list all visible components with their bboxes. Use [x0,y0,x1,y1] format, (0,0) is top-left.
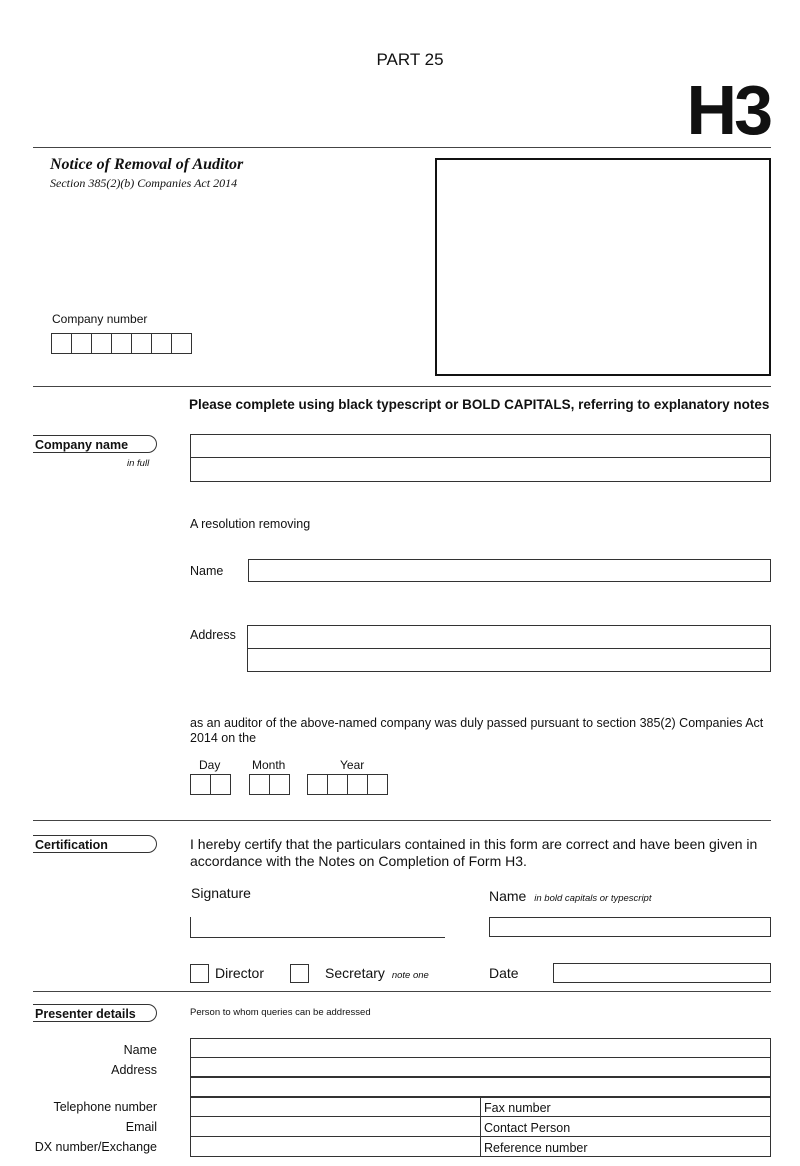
company-name-field-2[interactable] [190,457,771,482]
dx-field[interactable] [190,1136,481,1157]
presenter-name-field[interactable] [190,1038,771,1058]
part-label: PART 25 [376,50,444,69]
top-divider [33,147,771,148]
form-code: H3 [686,71,770,149]
in-full-note: in full [127,458,150,469]
year-digit[interactable] [307,774,328,795]
company-number-digit[interactable] [111,333,132,354]
fax-label: Fax number [484,1101,551,1115]
presenter-address-field-2[interactable] [190,1077,771,1097]
signature-label: Signature [191,885,251,901]
email-field[interactable] [190,1116,481,1137]
signature-field[interactable] [190,917,445,938]
cert-name-label-text: Name [489,888,527,904]
office-stamp-box [435,158,771,376]
telephone-label: Telephone number [53,1100,157,1114]
certification-text: I hereby certify that the particulars contained in this form are correct and have been given in accordance with the Notes on Completion of Form H3. [190,836,758,869]
director-label: Director [215,965,265,981]
month-label: Month [252,758,286,772]
queries-text: Person to whom queries can be addressed [190,1007,371,1018]
instructions: Please complete using black typescript or BOLD CAPITALS, referring to explanatory notes [189,397,770,412]
presenter-address-label: Address [111,1063,157,1077]
auditor-name-label: Name [190,564,224,578]
date-label: Date [489,965,519,981]
company-number-digit[interactable] [91,333,112,354]
resolution-passed-text: as an auditor of the above-named company was duly passed pursuant to section 385(2) Companies Act 2014 on the [190,716,764,745]
secretary-label [325,965,429,981]
secretary-label-text: Secretary [325,965,385,981]
section-divider [33,386,771,387]
company-number-digit[interactable] [51,333,72,354]
telephone-field[interactable] [190,1097,481,1117]
day-label: Day [199,758,221,772]
company-number-digit[interactable] [151,333,172,354]
contact-person-label: Contact Person [484,1121,571,1135]
day-input[interactable] [190,774,231,795]
company-name-tab: Company name [33,435,157,453]
certification-tab: Certification [33,835,157,853]
fax-field[interactable] [480,1097,771,1117]
cert-name-field[interactable] [489,917,771,937]
month-digit[interactable] [249,774,270,795]
presenter-tab: Presenter details [33,1004,157,1022]
year-digit[interactable] [367,774,388,795]
day-digit[interactable] [190,774,211,795]
cert-name-label [489,888,651,904]
secretary-checkbox[interactable] [290,964,309,983]
email-label: Email [125,1120,157,1134]
year-label: Year [340,758,365,772]
month-input[interactable] [249,774,290,795]
day-digit[interactable] [210,774,231,795]
company-number-digit[interactable] [131,333,152,354]
year-input[interactable] [307,774,388,795]
note-one: note one [391,970,429,981]
presenter-address-field-1[interactable] [190,1057,771,1077]
auditor-name-field[interactable] [248,559,771,582]
company-number-input[interactable] [51,333,192,354]
reference-number-label: Reference number [484,1141,588,1155]
contact-person-field[interactable] [480,1116,771,1137]
company-name-field-1[interactable] [190,434,771,458]
date-field[interactable] [553,963,771,983]
auditor-address-label: Address [190,628,236,642]
year-digit[interactable] [327,774,348,795]
cert-name-hint: in bold capitals or typescript [534,893,652,904]
resolution-intro: A resolution removing [190,517,311,531]
month-digit[interactable] [269,774,290,795]
year-digit[interactable] [347,774,368,795]
presenter-name-label: Name [123,1043,157,1057]
reference-number-field[interactable] [480,1136,771,1157]
dx-label: DX number/Exchange [34,1140,157,1154]
form-subtitle: Section 385(2)(b) Companies Act 2014 [50,176,238,190]
director-checkbox[interactable] [190,964,209,983]
auditor-address-field-2[interactable] [247,648,771,672]
company-number-digit[interactable] [71,333,92,354]
auditor-address-field-1[interactable] [247,625,771,649]
company-number-digit[interactable] [171,333,192,354]
company-number-label: Company number [52,312,148,326]
section-divider [33,991,771,992]
section-divider [33,820,771,821]
form-title: Notice of Removal of Auditor [50,156,244,173]
